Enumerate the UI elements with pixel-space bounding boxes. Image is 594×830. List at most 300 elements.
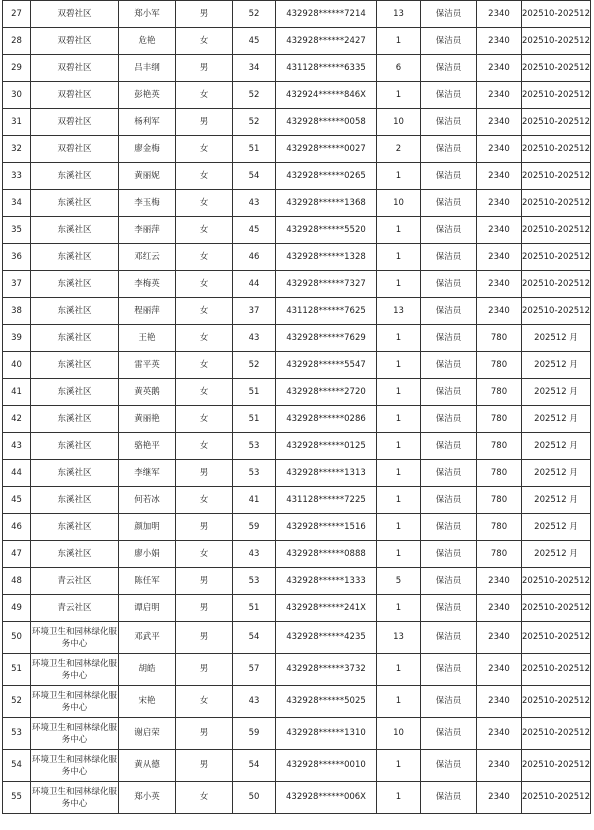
period-cell: 202510-202512: [522, 718, 591, 750]
months-cell: 1: [377, 433, 421, 460]
id-number-cell: 432928******3732: [276, 654, 377, 686]
table-row: [3, 750, 591, 782]
job-cell: 保洁员: [421, 718, 477, 750]
period-cell: 202510-202512: [522, 782, 591, 814]
months-cell: 10: [377, 109, 421, 136]
age-cell: 52: [233, 109, 276, 136]
name-cell: 何若冰: [119, 487, 176, 514]
age-cell: 57: [233, 654, 276, 686]
amount-cell: 2340: [477, 82, 522, 109]
name-cell: 李梅英: [119, 271, 176, 298]
age-cell: 46: [233, 244, 276, 271]
table-row: [3, 1, 591, 28]
job-cell: 保洁员: [421, 595, 477, 622]
period-cell: 202512 月: [522, 379, 591, 406]
unit-cell: 环境卫生和园林绿化服务中心: [31, 750, 119, 782]
row-number-cell: 54: [3, 750, 31, 782]
age-cell: 53: [233, 460, 276, 487]
name-cell: 黄丽妮: [119, 163, 176, 190]
sex-cell: 男: [176, 514, 233, 541]
id-number-cell: 432928******5547: [276, 352, 377, 379]
table-row: [3, 190, 591, 217]
age-cell: 43: [233, 541, 276, 568]
unit-cell: 东溪社区: [31, 217, 119, 244]
row-number-cell: 55: [3, 782, 31, 814]
amount-cell: 780: [477, 406, 522, 433]
row-number-cell: 32: [3, 136, 31, 163]
id-number-cell: 432928******4235: [276, 622, 377, 654]
id-number-cell: 432928******1333: [276, 568, 377, 595]
amount-cell: 780: [477, 433, 522, 460]
age-cell: 37: [233, 298, 276, 325]
table-row: [3, 352, 591, 379]
table-row: [3, 654, 591, 686]
age-cell: 50: [233, 782, 276, 814]
age-cell: 45: [233, 28, 276, 55]
amount-cell: 2340: [477, 55, 522, 82]
name-cell: 黄丽艳: [119, 406, 176, 433]
sex-cell: 女: [176, 244, 233, 271]
name-cell: 彭艳英: [119, 82, 176, 109]
id-number-cell: 432928******7327: [276, 271, 377, 298]
name-cell: 程丽萍: [119, 298, 176, 325]
table-row: [3, 379, 591, 406]
sex-cell: 女: [176, 325, 233, 352]
id-number-cell: 432928******7629: [276, 325, 377, 352]
id-number-cell: 432928******0888: [276, 541, 377, 568]
job-cell: 保洁员: [421, 379, 477, 406]
months-cell: 13: [377, 1, 421, 28]
unit-cell: 东溪社区: [31, 163, 119, 190]
unit-cell: 东溪社区: [31, 271, 119, 298]
period-cell: 202512 月: [522, 514, 591, 541]
job-cell: 保洁员: [421, 541, 477, 568]
job-cell: 保洁员: [421, 1, 477, 28]
sex-cell: 男: [176, 460, 233, 487]
amount-cell: 2340: [477, 109, 522, 136]
row-number-cell: 47: [3, 541, 31, 568]
id-number-cell: 432928******0125: [276, 433, 377, 460]
sex-cell: 女: [176, 28, 233, 55]
job-cell: 保洁员: [421, 271, 477, 298]
job-cell: 保洁员: [421, 163, 477, 190]
personnel-table: [2, 0, 591, 814]
period-cell: 202510-202512: [522, 654, 591, 686]
unit-cell: 东溪社区: [31, 244, 119, 271]
months-cell: 1: [377, 782, 421, 814]
sex-cell: 女: [176, 379, 233, 406]
sex-cell: 男: [176, 750, 233, 782]
name-cell: 骆艳平: [119, 433, 176, 460]
amount-cell: 2340: [477, 217, 522, 244]
name-cell: 黄英鹅: [119, 379, 176, 406]
table-row: [3, 718, 591, 750]
period-cell: 202510-202512: [522, 686, 591, 718]
row-number-cell: 51: [3, 654, 31, 686]
table-row: [3, 782, 591, 814]
period-cell: 202510-202512: [522, 190, 591, 217]
job-cell: 保洁员: [421, 622, 477, 654]
amount-cell: 2340: [477, 1, 522, 28]
months-cell: 10: [377, 718, 421, 750]
row-number-cell: 42: [3, 406, 31, 433]
period-cell: 202510-202512: [522, 622, 591, 654]
months-cell: 1: [377, 541, 421, 568]
unit-cell: 双碧社区: [31, 109, 119, 136]
table-row: [3, 541, 591, 568]
unit-cell: 双碧社区: [31, 28, 119, 55]
id-number-cell: 432928******241X: [276, 595, 377, 622]
age-cell: 44: [233, 271, 276, 298]
amount-cell: 2340: [477, 622, 522, 654]
age-cell: 54: [233, 750, 276, 782]
name-cell: 邓武平: [119, 622, 176, 654]
table-body: [3, 1, 591, 814]
amount-cell: 2340: [477, 136, 522, 163]
name-cell: 郑小英: [119, 782, 176, 814]
months-cell: 1: [377, 163, 421, 190]
job-cell: 保洁员: [421, 750, 477, 782]
age-cell: 53: [233, 433, 276, 460]
months-cell: 1: [377, 352, 421, 379]
table-row: [3, 622, 591, 654]
row-number-cell: 36: [3, 244, 31, 271]
sex-cell: 男: [176, 55, 233, 82]
sex-cell: 女: [176, 136, 233, 163]
id-number-cell: 432928******1310: [276, 718, 377, 750]
id-number-cell: 432928******1368: [276, 190, 377, 217]
sex-cell: 女: [176, 163, 233, 190]
amount-cell: 780: [477, 514, 522, 541]
age-cell: 59: [233, 514, 276, 541]
row-number-cell: 30: [3, 82, 31, 109]
row-number-cell: 49: [3, 595, 31, 622]
table-row: [3, 136, 591, 163]
period-cell: 202510-202512: [522, 28, 591, 55]
id-number-cell: 432928******1313: [276, 460, 377, 487]
unit-cell: 环境卫生和园林绿化服务中心: [31, 718, 119, 750]
months-cell: 1: [377, 244, 421, 271]
age-cell: 54: [233, 622, 276, 654]
period-cell: 202510-202512: [522, 298, 591, 325]
row-number-cell: 40: [3, 352, 31, 379]
unit-cell: 双碧社区: [31, 136, 119, 163]
sex-cell: 男: [176, 622, 233, 654]
row-number-cell: 39: [3, 325, 31, 352]
age-cell: 34: [233, 55, 276, 82]
sex-cell: 女: [176, 217, 233, 244]
job-cell: 保洁员: [421, 325, 477, 352]
table-row: [3, 595, 591, 622]
unit-cell: 东溪社区: [31, 325, 119, 352]
period-cell: 202512 月: [522, 460, 591, 487]
name-cell: 谢启荣: [119, 718, 176, 750]
row-number-cell: 27: [3, 1, 31, 28]
id-number-cell: 432928******0010: [276, 750, 377, 782]
name-cell: 黄从德: [119, 750, 176, 782]
name-cell: 雷平英: [119, 352, 176, 379]
row-number-cell: 52: [3, 686, 31, 718]
table-row: [3, 686, 591, 718]
table-row: [3, 487, 591, 514]
row-number-cell: 45: [3, 487, 31, 514]
unit-cell: 东溪社区: [31, 298, 119, 325]
row-number-cell: 41: [3, 379, 31, 406]
unit-cell: 东溪社区: [31, 352, 119, 379]
table-row: [3, 406, 591, 433]
id-number-cell: 432928******5025: [276, 686, 377, 718]
sex-cell: 男: [176, 654, 233, 686]
unit-cell: 东溪社区: [31, 514, 119, 541]
row-number-cell: 48: [3, 568, 31, 595]
period-cell: 202510-202512: [522, 750, 591, 782]
period-cell: 202510-202512: [522, 109, 591, 136]
months-cell: 1: [377, 460, 421, 487]
sex-cell: 女: [176, 82, 233, 109]
months-cell: 1: [377, 217, 421, 244]
unit-cell: 环境卫生和园林绿化服务中心: [31, 686, 119, 718]
id-number-cell: 432928******1328: [276, 244, 377, 271]
amount-cell: 2340: [477, 686, 522, 718]
id-number-cell: 431128******7225: [276, 487, 377, 514]
months-cell: 1: [377, 686, 421, 718]
name-cell: 吕丰纲: [119, 55, 176, 82]
unit-cell: 青云社区: [31, 595, 119, 622]
age-cell: 52: [233, 82, 276, 109]
sex-cell: 女: [176, 541, 233, 568]
name-cell: 胡皓: [119, 654, 176, 686]
age-cell: 52: [233, 352, 276, 379]
table-row: [3, 163, 591, 190]
sex-cell: 女: [176, 271, 233, 298]
amount-cell: 2340: [477, 654, 522, 686]
period-cell: 202510-202512: [522, 163, 591, 190]
row-number-cell: 46: [3, 514, 31, 541]
sex-cell: 女: [176, 352, 233, 379]
id-number-cell: 432928******0027: [276, 136, 377, 163]
job-cell: 保洁员: [421, 654, 477, 686]
amount-cell: 2340: [477, 271, 522, 298]
sex-cell: 男: [176, 595, 233, 622]
unit-cell: 东溪社区: [31, 406, 119, 433]
period-cell: 202512 月: [522, 325, 591, 352]
amount-cell: 2340: [477, 244, 522, 271]
job-cell: 保洁员: [421, 433, 477, 460]
unit-cell: 东溪社区: [31, 379, 119, 406]
months-cell: 2: [377, 136, 421, 163]
amount-cell: 780: [477, 379, 522, 406]
period-cell: 202510-202512: [522, 82, 591, 109]
months-cell: 1: [377, 514, 421, 541]
row-number-cell: 43: [3, 433, 31, 460]
job-cell: 保洁员: [421, 487, 477, 514]
age-cell: 59: [233, 718, 276, 750]
amount-cell: 780: [477, 325, 522, 352]
job-cell: 保洁员: [421, 217, 477, 244]
amount-cell: 780: [477, 352, 522, 379]
job-cell: 保洁员: [421, 28, 477, 55]
job-cell: 保洁员: [421, 190, 477, 217]
age-cell: 43: [233, 190, 276, 217]
sex-cell: 女: [176, 686, 233, 718]
period-cell: 202510-202512: [522, 136, 591, 163]
name-cell: 廖金梅: [119, 136, 176, 163]
name-cell: 廖小娟: [119, 541, 176, 568]
unit-cell: 双碧社区: [31, 1, 119, 28]
id-number-cell: 432928******0265: [276, 163, 377, 190]
name-cell: 宋艳: [119, 686, 176, 718]
amount-cell: 2340: [477, 750, 522, 782]
amount-cell: 2340: [477, 28, 522, 55]
unit-cell: 环境卫生和园林绿化服务中心: [31, 654, 119, 686]
months-cell: 1: [377, 654, 421, 686]
name-cell: 李玉梅: [119, 190, 176, 217]
row-number-cell: 34: [3, 190, 31, 217]
months-cell: 1: [377, 28, 421, 55]
age-cell: 43: [233, 325, 276, 352]
job-cell: 保洁员: [421, 568, 477, 595]
unit-cell: 东溪社区: [31, 433, 119, 460]
job-cell: 保洁员: [421, 55, 477, 82]
table-row: [3, 271, 591, 298]
months-cell: 1: [377, 750, 421, 782]
sex-cell: 女: [176, 190, 233, 217]
age-cell: 43: [233, 686, 276, 718]
unit-cell: 东溪社区: [31, 487, 119, 514]
period-cell: 202512 月: [522, 352, 591, 379]
months-cell: 1: [377, 595, 421, 622]
age-cell: 52: [233, 1, 276, 28]
period-cell: 202510-202512: [522, 217, 591, 244]
job-cell: 保洁员: [421, 109, 477, 136]
table-row: [3, 244, 591, 271]
sex-cell: 女: [176, 433, 233, 460]
months-cell: 13: [377, 298, 421, 325]
months-cell: 1: [377, 271, 421, 298]
months-cell: 13: [377, 622, 421, 654]
amount-cell: 2340: [477, 595, 522, 622]
months-cell: 1: [377, 379, 421, 406]
id-number-cell: 432928******1516: [276, 514, 377, 541]
job-cell: 保洁员: [421, 514, 477, 541]
unit-cell: 环境卫生和园林绿化服务中心: [31, 782, 119, 814]
period-cell: 202512 月: [522, 406, 591, 433]
sex-cell: 女: [176, 406, 233, 433]
name-cell: 颜加明: [119, 514, 176, 541]
amount-cell: 780: [477, 541, 522, 568]
row-number-cell: 53: [3, 718, 31, 750]
table-row: [3, 298, 591, 325]
job-cell: 保洁员: [421, 352, 477, 379]
table-row: [3, 325, 591, 352]
unit-cell: 环境卫生和园林绿化服务中心: [31, 622, 119, 654]
period-cell: 202510-202512: [522, 271, 591, 298]
name-cell: 杨利军: [119, 109, 176, 136]
months-cell: 6: [377, 55, 421, 82]
age-cell: 51: [233, 595, 276, 622]
sex-cell: 女: [176, 487, 233, 514]
table-row: [3, 217, 591, 244]
name-cell: 郑小军: [119, 1, 176, 28]
row-number-cell: 33: [3, 163, 31, 190]
unit-cell: 东溪社区: [31, 460, 119, 487]
job-cell: 保洁员: [421, 460, 477, 487]
sex-cell: 男: [176, 568, 233, 595]
period-cell: 202510-202512: [522, 568, 591, 595]
id-number-cell: 432928******0058: [276, 109, 377, 136]
amount-cell: 2340: [477, 163, 522, 190]
row-number-cell: 28: [3, 28, 31, 55]
months-cell: 1: [377, 487, 421, 514]
name-cell: 李继军: [119, 460, 176, 487]
id-number-cell: 432928******2427: [276, 28, 377, 55]
name-cell: 谭启明: [119, 595, 176, 622]
row-number-cell: 38: [3, 298, 31, 325]
sex-cell: 女: [176, 782, 233, 814]
table-row: [3, 568, 591, 595]
name-cell: 王艳: [119, 325, 176, 352]
age-cell: 45: [233, 217, 276, 244]
age-cell: 53: [233, 568, 276, 595]
unit-cell: 青云社区: [31, 568, 119, 595]
row-number-cell: 44: [3, 460, 31, 487]
id-number-cell: 431128******7625: [276, 298, 377, 325]
age-cell: 41: [233, 487, 276, 514]
amount-cell: 780: [477, 460, 522, 487]
months-cell: 1: [377, 406, 421, 433]
job-cell: 保洁员: [421, 298, 477, 325]
months-cell: 1: [377, 82, 421, 109]
sex-cell: 男: [176, 109, 233, 136]
name-cell: 陈任军: [119, 568, 176, 595]
row-number-cell: 50: [3, 622, 31, 654]
amount-cell: 2340: [477, 190, 522, 217]
months-cell: 1: [377, 325, 421, 352]
row-number-cell: 29: [3, 55, 31, 82]
age-cell: 51: [233, 379, 276, 406]
period-cell: 202510-202512: [522, 244, 591, 271]
table-row: [3, 28, 591, 55]
sex-cell: 女: [176, 298, 233, 325]
job-cell: 保洁员: [421, 136, 477, 163]
amount-cell: 2340: [477, 782, 522, 814]
row-number-cell: 37: [3, 271, 31, 298]
id-number-cell: 432928******006X: [276, 782, 377, 814]
period-cell: 202512 月: [522, 487, 591, 514]
amount-cell: 2340: [477, 298, 522, 325]
job-cell: 保洁员: [421, 244, 477, 271]
table-row: [3, 514, 591, 541]
amount-cell: 780: [477, 487, 522, 514]
period-cell: 202512 月: [522, 433, 591, 460]
id-number-cell: 432928******5520: [276, 217, 377, 244]
period-cell: 202510-202512: [522, 595, 591, 622]
age-cell: 51: [233, 136, 276, 163]
table-row: [3, 109, 591, 136]
unit-cell: 双碧社区: [31, 55, 119, 82]
unit-cell: 双碧社区: [31, 82, 119, 109]
id-number-cell: 432928******7214: [276, 1, 377, 28]
id-number-cell: 431128******6335: [276, 55, 377, 82]
job-cell: 保洁员: [421, 686, 477, 718]
name-cell: 李丽萍: [119, 217, 176, 244]
job-cell: 保洁员: [421, 406, 477, 433]
sex-cell: 男: [176, 718, 233, 750]
job-cell: 保洁员: [421, 82, 477, 109]
id-number-cell: 432924******846X: [276, 82, 377, 109]
period-cell: 202510-202512: [522, 1, 591, 28]
job-cell: 保洁员: [421, 782, 477, 814]
